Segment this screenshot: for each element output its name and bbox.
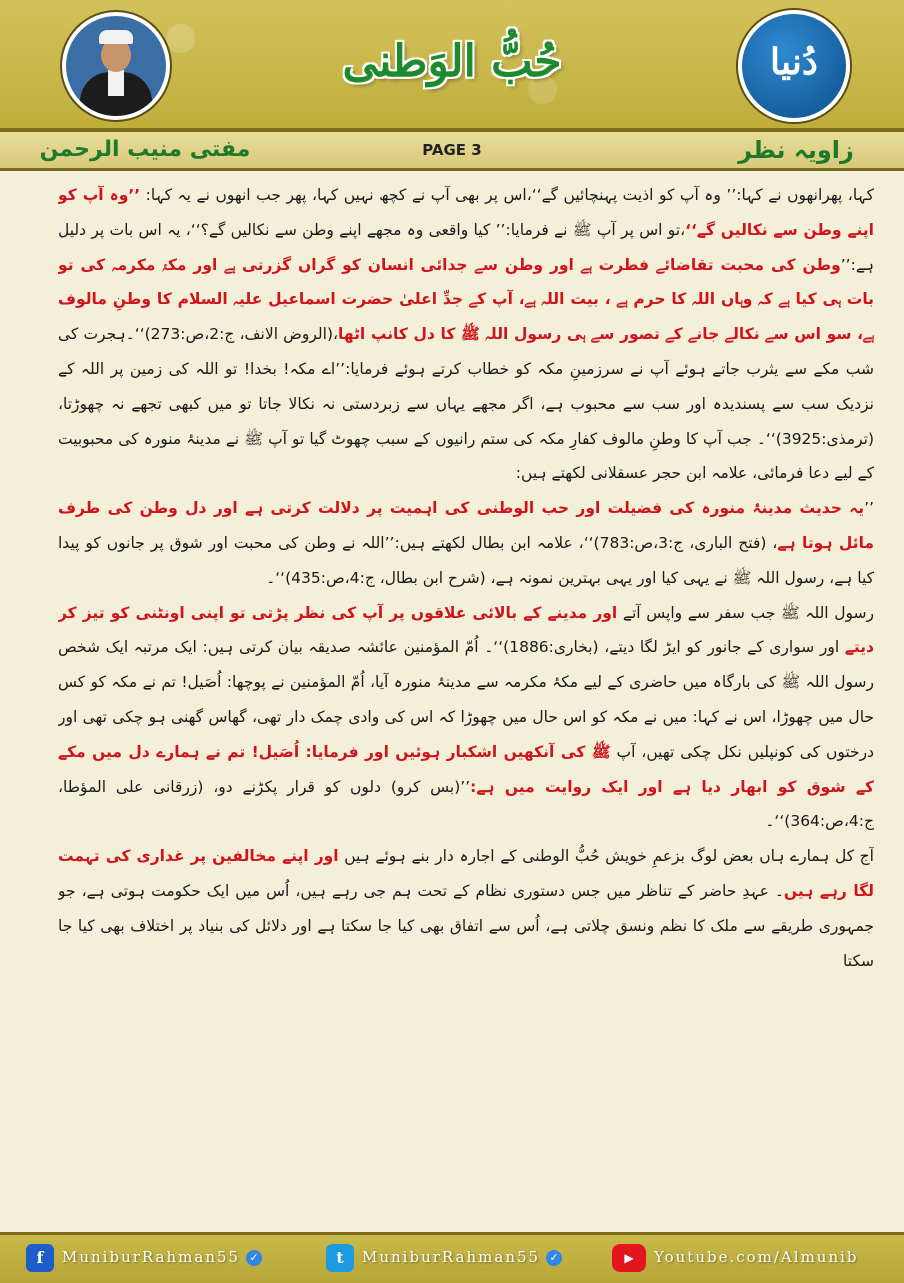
youtube-icon: ▶ xyxy=(612,1244,646,1272)
facebook-link[interactable] xyxy=(26,1241,262,1273)
text-run: آج کل ہمارے ہاں بعض لوگ بزعمِ خویش حُبُّ الوطنی کے اجارہ دار بنے ہوئے ہیں xyxy=(338,847,874,866)
author-name: مفتی منیب الرحمن xyxy=(39,137,251,162)
twitter-icon: t xyxy=(326,1244,354,1272)
text-run: ،(الروض الانف، ج:2،ص:273)‘‘۔ہجرت کی شب مکے سے یثرب جاتے ہوئے آپ نے سرزمینِ مکہ کو خطاب کرتے ہوئے فرمایا:’’اے مکہ! بخدا! تو اللہ کی زمین پر اللہ کے نزدیک سب سے پسندیدہ اور سب سے محبوب ہے، اگر مجھے یہاں سے زبردستی نہ نکالا جاتا تو میں کبھی تجھے نہ چھوڑتا، (ترمذی:3925)‘‘۔ جب آپ کا وطنِ مالوف کفارِ مکہ کی ستم رانیوں کے سبب چھوٹ گیا تو آپ ﷺ نے مدینۂ منورہ کی محبوبیت کے لیے دعا فرمائی، علامہ ابن حجر عسقلانی لکھتے ہیں: xyxy=(58,325,874,483)
verified-icon: ✓ xyxy=(546,1250,562,1266)
highlight-run: اور مدینے کے بالائی علاقوں پر آپ کی نظر پڑتی تو اپنی اونٹنی کو تیز کر دیتے xyxy=(58,603,874,657)
highlight-run: اور اپنے مخالفین پر غداری کی تہمت لگا رہے ہیں xyxy=(58,847,874,900)
author-photo xyxy=(62,12,170,120)
paragraph-1 xyxy=(58,178,874,491)
twitter-link[interactable] xyxy=(326,1241,562,1273)
highlight-run: ﷺ کی آنکھیں اشکبار ہوئیں اور فرمایا: اُصَیل! تم نے ہمارے دل میں مکے کے شوق کو ابھار دیا ہے اور ایک روایت میں ہے: xyxy=(58,742,874,796)
paragraph-2 xyxy=(58,491,874,595)
article-body xyxy=(58,178,874,1218)
text-run: ’’(بس کرو) دلوں کو قرار پکڑنے دو، (زرقانی علی المؤطا، ج:4،ص:364)‘‘۔ xyxy=(58,777,874,831)
twitter-handle: MuniburRahman55 xyxy=(362,1248,541,1266)
text-run: رسول اللہ ﷺ جب سفر سے واپس آتے xyxy=(617,603,874,622)
facebook-handle: MuniburRahman55 xyxy=(62,1248,241,1266)
text-run: ۔ عہدِ حاضر کے تناظر میں جس دستوری نظام کے تحت ہم جی رہے ہیں، اُس میں ایک حکومت ہوتی ہے، جو جمہوری طریقے سے ملک کا نظم ونسق چلاتی ہے، اُس سے اتفاق بھی کیا جا سکتا ہے اور دلائل کی بنیاد پر اختلاف بھی کیا جا سکتا xyxy=(58,881,874,970)
facebook-icon: f xyxy=(26,1244,54,1272)
dunya-logo[interactable]: دُنیا xyxy=(738,10,850,122)
youtube-link[interactable] xyxy=(612,1241,859,1273)
text-run: اور سواری کے جانور کو ایڑ لگا دیتے، (بخاری:1886)‘‘۔ اُمّ المؤمنین عائشہ صدیقہ بیان کرتی ہیں: ایک مرتبہ ایک شخص رسول اللہ ﷺ کی بارگاہ میں حاضری کے لیے مکۂ مکرمہ سے مدینۂ منورہ آیا، اُمّ المؤمنین نے پوچھا: اُصَیل! تم نے مکہ کو کس حال میں چھوڑا، اس نے کہا: میں نے مکہ کو اس حال میں چھوڑا کہ اس کی وادی چمک دار تھی، گھاس گھنی ہو چکی تھی اور درختوں کی کونپلیں نکل چکی تھیں، آپ xyxy=(58,638,874,761)
paragraph-4 xyxy=(58,839,874,978)
text-run: ،تو اس پر آپ ﷺ نے فرمایا:’’ کیا واقعی وہ مجھے اپنے وطن سے نکالیں گے؟‘‘، یہ اس بات پر دلیل ہے:’’ xyxy=(58,220,874,274)
highlight-run: یہ حدیث مدینۂ منورہ کی فضیلت اور حب الوطنی کی اہمیت پر دلالت کرتی ہے اور دل وطن کی طرف مائل ہوتا ہے xyxy=(58,499,874,552)
youtube-url: Youtube.com/Almunib xyxy=(654,1248,859,1266)
paragraph-3 xyxy=(58,596,874,840)
verified-icon: ✓ xyxy=(246,1250,262,1266)
highlight-run: وطن کی محبت تقاضائے فطرت ہے اور وطن سے جدائی انسان کو گراں گزرتی ہے اور مکۂ مکرمہ کی تو بات ہی کیا ہے کہ وہاں اللہ کا حرم ہے ، بیت اللہ ہے، آپ کے جدِّ اعلیٰ حضرت اسماعیل علیہ السلام کا وطنِ مالوف ہے، سو اس سے نکالے جانے کے تصور سے ہی رسول اللہ ﷺ کا دل کانپ اٹھا xyxy=(58,255,874,344)
highlight-run: ’’وہ آپ کو اپنے وطن سے نکالیں گے‘‘ xyxy=(58,186,874,239)
text-run: ، (فتح الباری، ج:3،ص:783)‘‘، علامہ ابن بطال لکھتے ہیں:’’اللہ نے وطن کی محبت اور شوق پر جانوں کو پیدا کیا ہے، رسول اللہ ﷺ نے یہی کیا اور یہی بہترین نمونہ ہے، (شرح ابن بطال، ج:4،ص:435)‘‘۔ xyxy=(58,533,874,587)
page-title: حُبُّ الوَطنی xyxy=(342,36,562,87)
text-run: کہا، پھرانھوں نے کہا:’’ وہ آپ کو اذیت پہنچائیں گے‘‘،اس پر بھی آپ نے کچھ نہیں کہا، پھر جب انھوں نے یہ کہا: xyxy=(140,186,874,204)
text-run: ’’ xyxy=(864,499,874,518)
page-number: PAGE 3 xyxy=(422,141,482,159)
column-name: زاویہ نظر xyxy=(738,136,854,164)
